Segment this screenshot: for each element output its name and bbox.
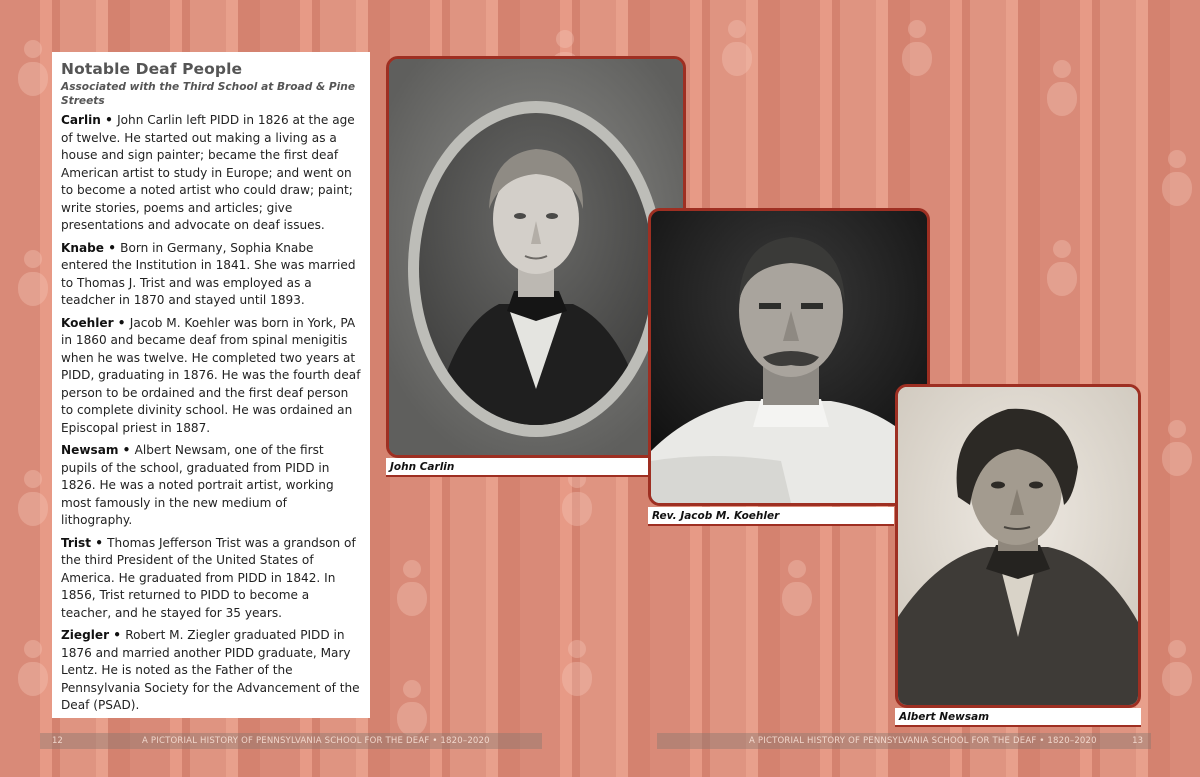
wallpaper-motif [1160,150,1194,210]
wallpaper-motif [1160,420,1194,480]
entry-text: John Carlin left PIDD in 1826 at the age of twelve. He started out making a living as a house and sign painter; became the first deaf American artist to study in Europe; and went on to become a noted artist who could draw; paint; write stories, poems and articles; give presentations and advocate on deaf issues. [61,113,355,232]
entry-trist [61,535,361,623]
footer-title-left: A PICTORIAL HISTORY OF PENNSYLVANIA SCHOOL FOR THE DEAF • 1820–2020 [142,736,490,746]
caption-text: Albert Newsam [899,711,990,723]
entry-separator: • [100,113,118,127]
entry-text: Jacob M. Koehler was born in York, PA in 1860 and became deaf from spinal menigitis when he was twelve. He completed two years at PIDD, graduating in 1876. He was the fourth deaf person to be ordained and the first deaf person to complete divinity school. He was ordained an Episcopal priest in 1887. [61,315,361,435]
wallpaper-motif [395,680,429,740]
entry-name: Knabe [61,240,105,255]
wallpaper-motif [900,20,934,80]
entry-separator: • [113,315,130,330]
page-number-left: 12 [52,736,63,746]
caption-jacob-koehler [648,507,894,524]
wallpaper-motif [395,560,429,620]
entry-carlin [61,112,361,235]
footer-title-right: A PICTORIAL HISTORY OF PENNSYLVANIA SCHOOL FOR THE DEAF • 1820–2020 [749,736,1097,746]
entry-text: Thomas Jefferson Trist was a grandson of the third President of the United States of America. He graduated from PIDD in 1842. In 1856, Trist returned to PIDD to become a teacher, and he stayed for 35 years. [61,535,356,620]
panel-subtitle: Associated with the Third School at Broad & Pine Streets [61,81,356,107]
entry-knabe [61,240,361,310]
entry-separator: • [109,628,126,642]
portrait-john-carlin [389,59,683,455]
entry-ziegler [61,627,361,715]
caption-text: Rev. Jacob M. Koehler [652,510,780,522]
entry-name: Koehler [61,315,114,330]
page-number-right: 13 [1132,736,1143,746]
portrait-albert-newsam [898,387,1138,705]
photo-jacob-koehler [648,208,930,506]
wallpaper-motif [16,470,50,530]
entry-name: Ziegler [61,628,110,642]
entry-newsam [61,442,361,530]
entry-separator: • [118,443,135,457]
footer-left [40,733,542,749]
panel-title: Notable Deaf People [61,60,243,78]
wallpaper-motif [720,20,754,80]
caption-john-carlin [386,458,650,475]
wallpaper-motif [16,40,50,100]
entry-name: Carlin [61,113,101,127]
portrait-jacob-koehler [651,211,927,503]
photo-albert-newsam [895,384,1141,708]
wallpaper-motif [16,640,50,700]
wallpaper-motif [1045,240,1079,300]
wallpaper-motif [1160,640,1194,700]
entry-koehler [61,315,361,438]
wallpaper-motif [1045,60,1079,120]
footer-right [657,733,1151,749]
entry-name: Trist [61,535,92,550]
entry-name: Newsam [61,443,119,457]
entry-text: Born in Germany, Sophia Knabe entered the Institution in 1841. She was married to Thomas J. Trist and was employed as a teadcher in 1870 and stayed until 1893. [61,240,356,307]
photo-john-carlin [386,56,686,458]
caption-text: John Carlin [390,461,455,473]
wallpaper-motif [560,640,594,700]
text-panel [52,52,370,718]
wallpaper-motif [560,470,594,530]
caption-albert-newsam [895,708,1141,725]
entry-separator: • [91,535,108,550]
entry-text: Robert M. Ziegler graduated PIDD in 1876 and married another PIDD graduate, Mary Lentz. He is noted as the Father of the Pennsylvania Society for the Advancement of the Deaf (PSAD). [61,628,360,712]
wallpaper-motif [16,250,50,310]
wallpaper-motif [780,560,814,620]
entry-text: Albert Newsam, one of the first pupils of the school, graduated from PIDD in 1826. He was a noted portrait artist, working most famously in the new medium of lithography. [61,443,334,527]
entry-separator: • [104,240,121,255]
